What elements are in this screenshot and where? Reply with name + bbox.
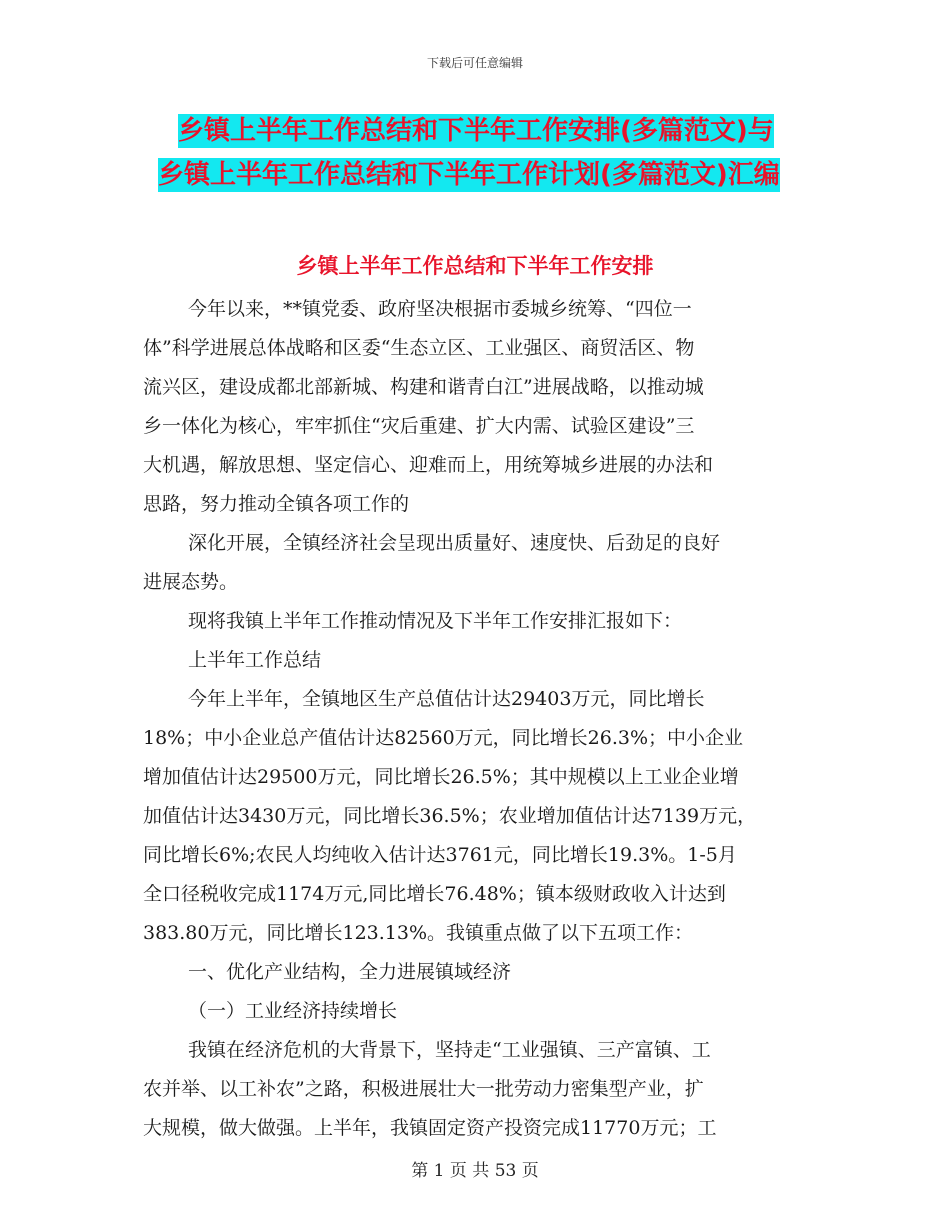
page-footer: 第 1 页 共 53 页 (411, 1161, 539, 1181)
body-line: 思路，努力推动全镇各项工作的 (143, 493, 410, 515)
body-line: 18%；中小企业总产值估计达82560万元，同比增长26.3%；中小企业 (143, 727, 744, 749)
document-title-line-1 (0, 110, 950, 147)
document-body (143, 290, 823, 1148)
body-line: 现将我镇上半年工作推动情况及下半年工作安排汇报如下： (188, 610, 683, 632)
body-line: 大机遇，解放思想、坚定信心、迎难而上，用统筹城乡进展的办法和 (143, 454, 714, 476)
body-line: 农并举、以工补农”之路，积极进展壮大一批劳动力密集型产业，扩 (143, 1078, 704, 1100)
header-note: 下载后可任意编辑 (426, 56, 523, 70)
body-line: 进展态势。 (143, 571, 239, 593)
section-title: 乡镇上半年工作总结和下半年工作安排 (296, 254, 654, 278)
body-line: 大规模，做大做强。上半年，我镇固定资产投资完成11770万元；工 (143, 1117, 717, 1139)
body-line: 同比增长6%;农民人均纯收入估计达3761元，同比增长19.3%。1-5月 (143, 844, 737, 866)
body-line: 我镇在经济危机的大背景下，坚持走“工业强镇、三产富镇、工 (188, 1039, 711, 1061)
body-line: 全口径税收完成1174万元,同比增长76.48%；镇本级财政收入计达到 (143, 883, 726, 905)
title-highlight-1: 乡镇上半年工作总结和下半年工作安排(多篇范文)与 (178, 116, 774, 146)
body-line: 流兴区，建设成都北部新城、构建和谐青白江”进展战略，以推动城 (143, 376, 704, 398)
title-highlight-2: 乡镇上半年工作总结和下半年工作计划(多篇范文)汇编 (158, 160, 780, 190)
body-line: 上半年工作总结 (188, 649, 322, 671)
body-line: 一、优化产业结构，全力进展镇域经济 (188, 961, 512, 983)
body-line: 深化开展，全镇经济社会呈现出质量好、速度快、后劲足的良好 (188, 532, 721, 554)
body-line: 今年以来，**镇党委、政府坚决根据市委城乡统筹、“四位一 (188, 298, 692, 320)
document-title-line-2 (0, 154, 950, 191)
body-line: 体”科学进展总体战略和区委“生态立区、工业强区、商贸活区、物 (143, 337, 695, 359)
body-line: 加值估计达3430万元，同比增长36.5%；农业增加值估计达7139万元， (143, 805, 757, 827)
body-line: 增加值估计达29500万元，同比增长26.5%；其中规模以上工业企业增 (143, 766, 739, 788)
body-line: 乡一体化为核心，牢牢抓住“灾后重建、扩大内需、试验区建设”三 (143, 415, 695, 437)
body-line: 今年上半年，全镇地区生产总值估计达29403万元，同比增长 (188, 688, 705, 710)
body-line: （一）工业经济持续增长 (188, 1000, 398, 1022)
body-line: 383.80万元，同比增长123.13%。我镇重点做了以下五项工作： (143, 922, 694, 944)
